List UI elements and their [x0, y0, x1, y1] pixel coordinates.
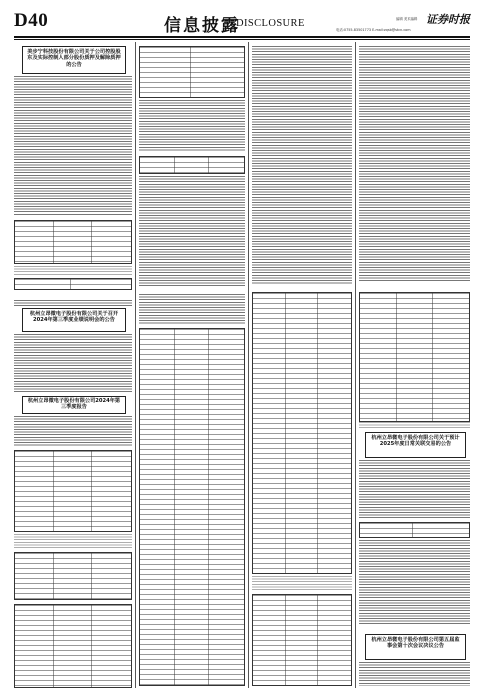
data-table: [139, 156, 245, 174]
column-4: [359, 42, 470, 688]
section-title-en: DISCLOSURE: [236, 18, 305, 29]
data-table: [14, 552, 132, 600]
notice-title-5: 杭州立昂微电子股份有限公司第五届监事会第十次会议决议公告: [371, 637, 460, 650]
article-text: [359, 540, 470, 624]
notice-title-1: 美步宁科技股份有限公司关于公司控股股东及实际控制人部分股份质押及解除质押的公告: [27, 49, 121, 68]
data-table: [14, 450, 132, 532]
data-table: [14, 604, 132, 688]
notice-title-4: 杭州立昂微电子股份有限公司关于预计2025年度日常关联交易的公告: [371, 435, 460, 448]
column-divider: [355, 42, 356, 688]
article-text: [14, 266, 132, 276]
column-3: [252, 42, 352, 688]
header-rule-thin: [14, 39, 470, 40]
column-1: [14, 42, 132, 688]
article-text: [139, 294, 245, 324]
data-table: [252, 292, 352, 574]
data-table: [14, 220, 132, 264]
notice-box-5: [365, 634, 466, 660]
article-text: [252, 576, 352, 590]
newspaper-logo: 证券时报: [426, 13, 470, 26]
column-2: [139, 42, 245, 688]
notice-title-2: 杭州立昂微电子股份有限公司关于召开2024年第三季度业绩说明会的公告: [29, 311, 119, 324]
article-text: [14, 300, 132, 306]
article-text: [14, 76, 132, 216]
article-text: [139, 100, 245, 152]
article-text: [359, 662, 470, 686]
data-table: [14, 278, 132, 290]
article-text: [139, 176, 245, 286]
data-table: [139, 328, 245, 686]
notice-box-4: [365, 432, 466, 458]
notice-box-3: [22, 396, 126, 414]
contact-line: 电话:0755-83501773 E-mail:zqsb@stcn.com: [336, 28, 411, 32]
article-text: [359, 422, 470, 428]
data-table: [139, 46, 245, 98]
editor-line: 编辑 美术编辑: [396, 17, 418, 21]
data-table: [359, 522, 470, 538]
notice-box-1: [22, 46, 126, 74]
article-text: [14, 534, 132, 548]
section-title: 信息披露: [164, 16, 240, 36]
article-text: [252, 46, 352, 284]
article-text: [359, 46, 470, 282]
notice-box-2: [22, 308, 126, 332]
notice-title-3: 杭州立昂微电子股份有限公司2024年第三季度报告: [27, 398, 121, 411]
masthead: [14, 10, 470, 36]
column-divider: [135, 42, 136, 688]
article-text: [359, 460, 470, 518]
column-divider: [248, 42, 249, 688]
data-table: [359, 292, 470, 422]
page-number: D40: [14, 10, 49, 31]
article-text: [14, 416, 132, 446]
header-rule: [14, 36, 470, 38]
article-text: [14, 334, 132, 392]
data-table: [252, 594, 352, 686]
